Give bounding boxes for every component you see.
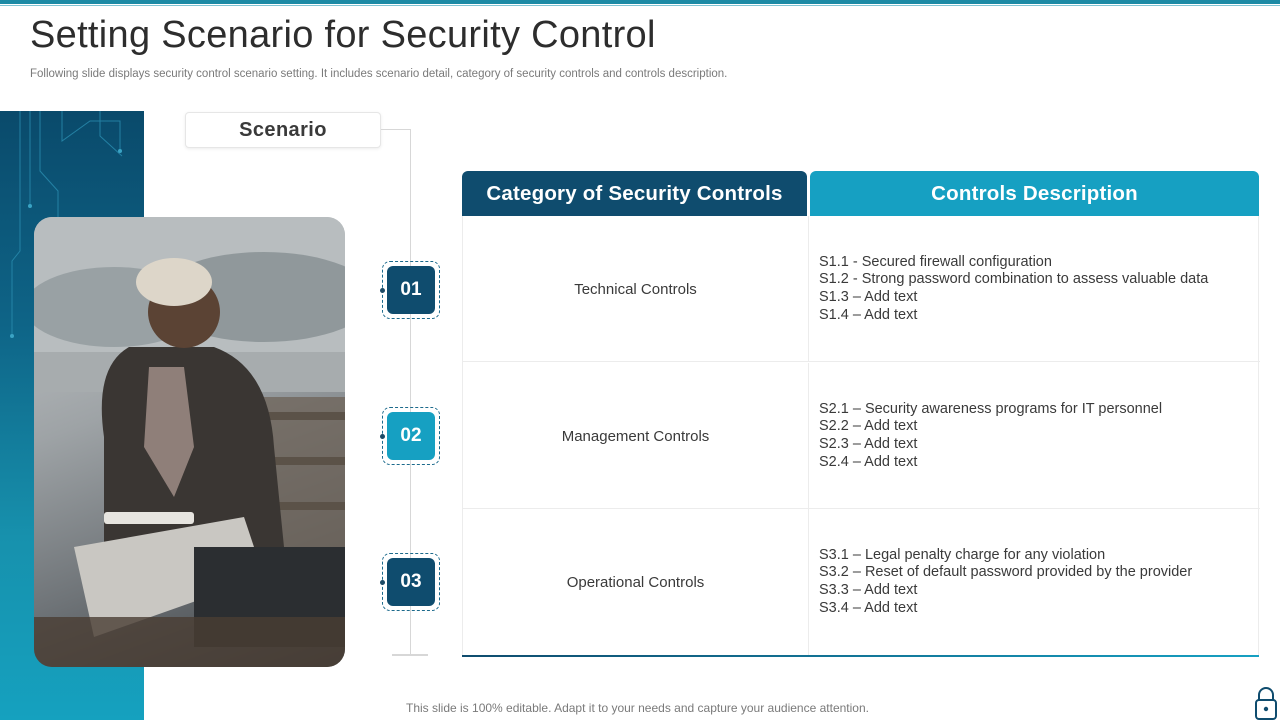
step-number: 01 (387, 266, 435, 314)
description-line: S3.3 – Add text (819, 582, 918, 598)
description-cell (819, 363, 1259, 509)
description-line: S1.2 - Strong password combination to assess valuable data (819, 271, 1209, 288)
marker-dot (380, 288, 385, 293)
description-line: S2.4 – Add text (819, 453, 918, 470)
table-row (463, 509, 1260, 655)
step-number: 02 (387, 412, 435, 460)
description-line: S3.2 – Reset of default password provided by the provider (819, 564, 1193, 581)
step-number: 03 (387, 558, 435, 606)
category-header: Category of Security Controls (462, 171, 807, 216)
category-cell: Technical Controls (463, 216, 809, 362)
description-line: S3.1 – Legal penalty charge for any violation (819, 546, 1106, 563)
step-marker-02 (382, 407, 440, 465)
controls-table (462, 216, 1259, 656)
top-rule (0, 0, 1280, 4)
step-marker-03 (382, 553, 440, 611)
connector-line (381, 129, 411, 130)
description-line: S2.2 – Add text (819, 418, 918, 435)
footer-note: This slide is 100% editable. Adapt it to your needs and capture your audience attention. (406, 701, 869, 715)
scenario-label-box: Scenario (185, 112, 381, 148)
category-cell: Management Controls (463, 363, 809, 509)
category-cell: Operational Controls (463, 509, 809, 655)
description-line: S3.4 – Add text (819, 599, 918, 616)
marker-dot (380, 434, 385, 439)
description-line: S1.1 - Secured firewall configuration (819, 253, 1052, 270)
lock-icon (1253, 686, 1279, 720)
table-bottom-rule (462, 655, 1259, 657)
description-cell (819, 216, 1259, 362)
page-subtitle: Following slide displays security control scenario setting. It includes scenario detail, category of security controls and controls description. (30, 68, 728, 80)
woman-writing-photo (34, 217, 345, 667)
table-row (463, 216, 1260, 362)
description-line: S1.4 – Add text (819, 306, 918, 323)
description-line: S1.3 – Add text (819, 289, 918, 305)
step-marker-01 (382, 261, 440, 319)
description-header: Controls Description (810, 171, 1259, 216)
timeline-base (392, 654, 428, 656)
page-title: Setting Scenario for Security Control (30, 14, 656, 56)
marker-dot (380, 580, 385, 585)
description-line: S2.1 – Security awareness programs for IT personnel (819, 400, 1163, 417)
description-cell (819, 509, 1259, 655)
table-row (463, 363, 1260, 509)
description-line: S2.3 – Add text (819, 436, 918, 452)
